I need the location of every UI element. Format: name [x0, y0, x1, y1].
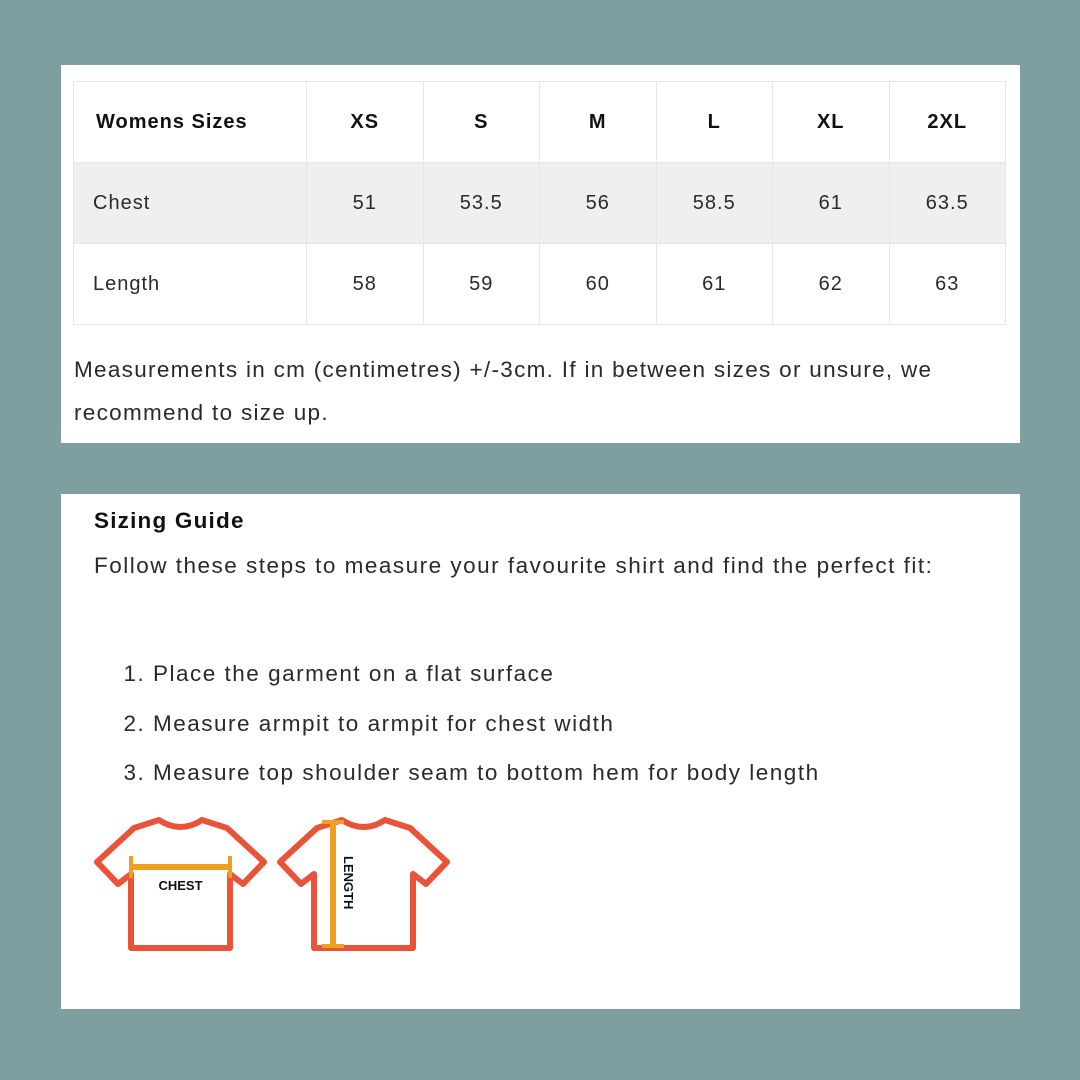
table-cell: 62 — [773, 244, 890, 325]
guide-intro: Follow these steps to measure your favourite shirt and find the perfect fit: — [94, 553, 934, 578]
sizing-guide-panel — [61, 494, 1020, 1009]
table-cell: 51 — [307, 163, 424, 244]
table-cell: 53.5 — [423, 163, 540, 244]
table-cell: 58 — [307, 244, 424, 325]
header-cell: M — [540, 82, 657, 163]
length-label: LENGTH — [341, 856, 356, 910]
header-cell: XS — [307, 82, 424, 163]
size-chart-panel — [61, 65, 1020, 443]
table-cell: 61 — [656, 244, 773, 325]
table-cell: 60 — [540, 244, 657, 325]
shirt-outline — [280, 820, 447, 948]
chest-label: CHEST — [158, 878, 203, 893]
row-label: Chest — [74, 163, 307, 244]
table-cell: 59 — [423, 244, 540, 325]
header-cell: Womens Sizes — [74, 82, 307, 163]
measurement-note: Measurements in cm (centimetres) +/-3cm. If in between sizes or unsure, we recommend to size up. — [74, 357, 933, 425]
row-label: Length — [74, 244, 307, 325]
table-cell: 58.5 — [656, 163, 773, 244]
list-item: 3. Measure top shoulder seam to bottom hem for body length — [153, 748, 820, 798]
guide-title: Sizing Guide — [94, 508, 245, 533]
header-cell: S — [423, 82, 540, 163]
table-cell: 63.5 — [889, 163, 1006, 244]
tshirt-chest-icon — [93, 812, 268, 952]
table-row — [74, 244, 1006, 325]
header-cell: XL — [773, 82, 890, 163]
header-cell: 2XL — [889, 82, 1006, 163]
list-item: 1. Place the garment on a flat surface — [153, 649, 820, 699]
header-cell: L — [656, 82, 773, 163]
size-table — [73, 81, 1006, 325]
list-item: 2. Measure armpit to armpit for chest width — [153, 699, 820, 749]
table-header-row — [74, 82, 1006, 163]
tshirt-length-icon — [276, 812, 451, 952]
steps-list — [121, 649, 820, 798]
table-cell: 61 — [773, 163, 890, 244]
table-row — [74, 163, 1006, 244]
table-cell: 56 — [540, 163, 657, 244]
table-cell: 63 — [889, 244, 1006, 325]
